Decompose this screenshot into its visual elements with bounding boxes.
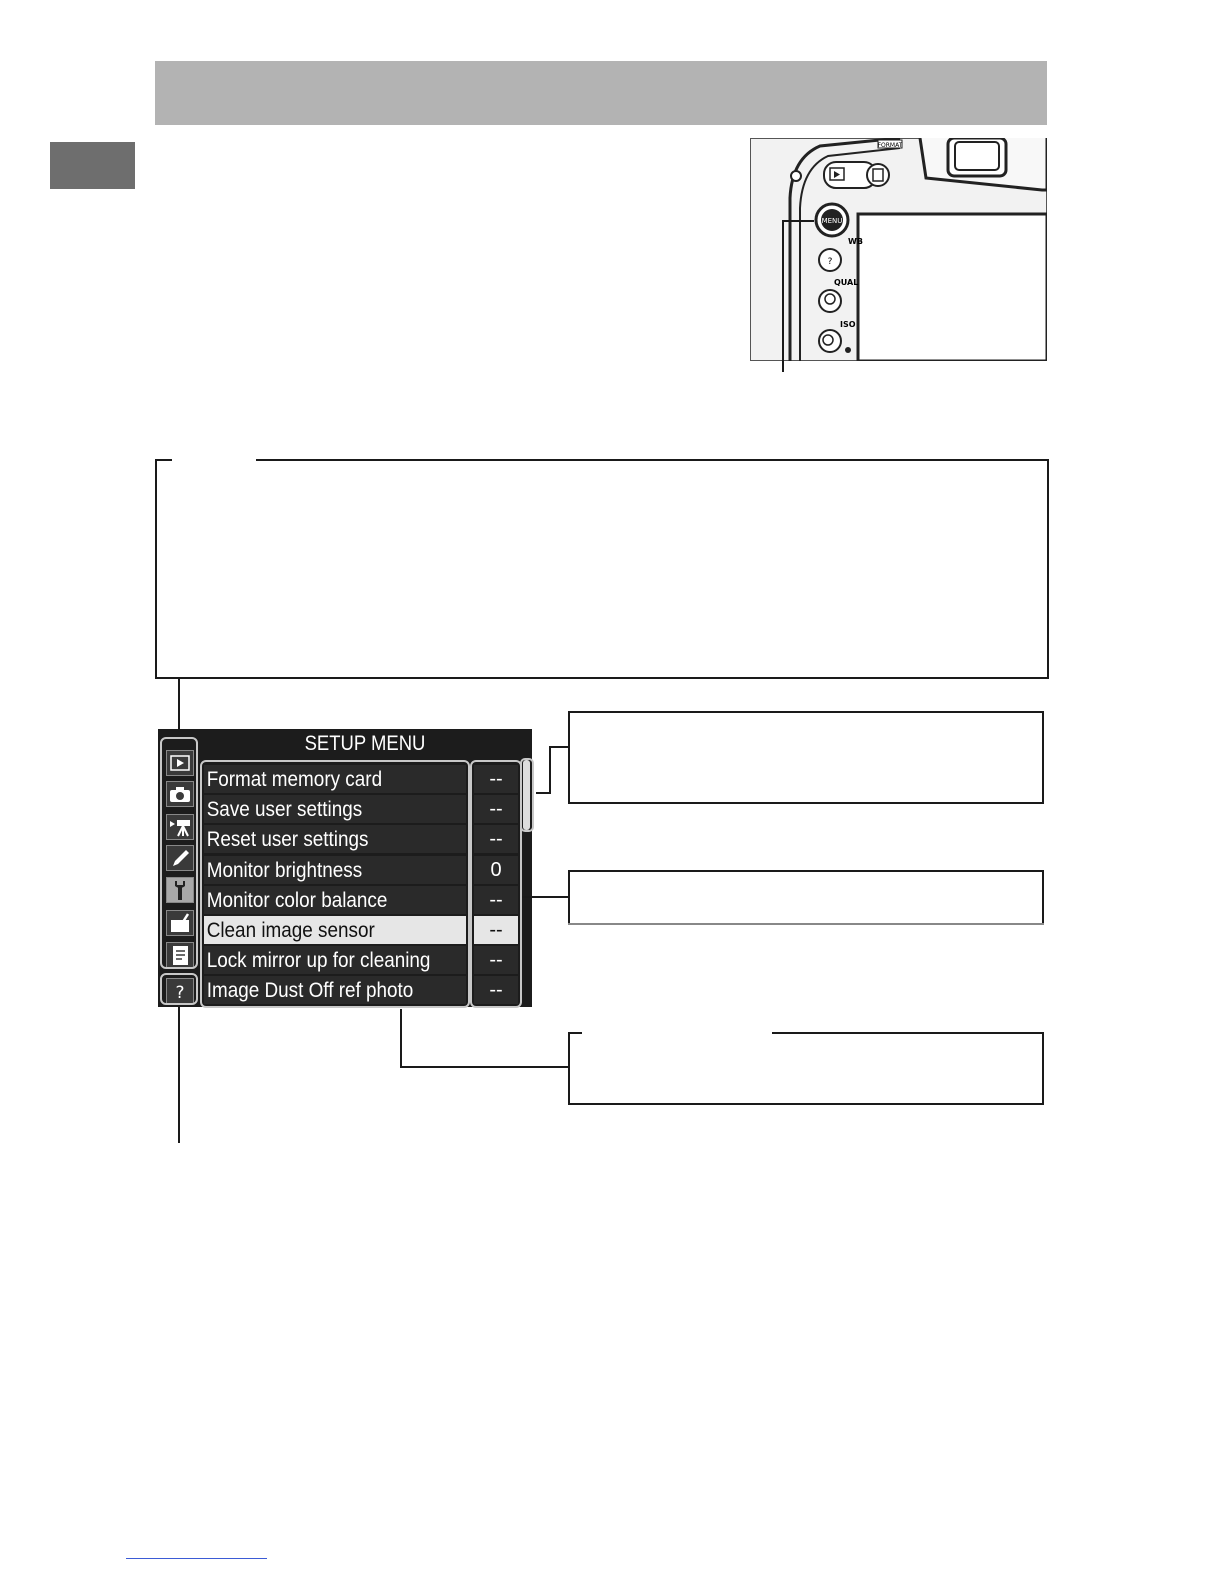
- settings-callout-base: [568, 923, 1044, 925]
- menu-item[interactable]: [204, 825, 466, 853]
- menu-item-value: --: [474, 886, 518, 914]
- scrollbar-leader-a: [549, 746, 569, 748]
- menu-item[interactable]: [204, 886, 466, 914]
- menu-button-leader-horizontal: [782, 220, 814, 222]
- wb-label: WB: [848, 237, 863, 246]
- menu-item-value: --: [474, 765, 518, 793]
- camera-back-illustration: [750, 138, 1047, 361]
- menu-item[interactable]: [204, 856, 466, 884]
- section-header-bar: [155, 61, 1047, 125]
- scrollbar-callout-box: [568, 711, 1044, 804]
- menu-button-label: MENU: [821, 217, 843, 225]
- menu-button-leader-vertical: [782, 220, 784, 372]
- menu-item[interactable]: [204, 765, 466, 793]
- menu-item[interactable]: [204, 795, 466, 823]
- svg-text:?: ?: [827, 257, 833, 267]
- menu-item-label: Clean image sensor: [206, 919, 375, 942]
- footer-link-underline[interactable]: [126, 1558, 267, 1559]
- menu-item[interactable]: [204, 976, 466, 1004]
- settings-callout-box: [568, 870, 1044, 925]
- options-leader-vertical: [400, 1009, 402, 1067]
- menu-item-value: --: [474, 825, 518, 853]
- scrollbar-leader-c: [536, 792, 551, 794]
- menu-item-label: Lock mirror up for cleaning: [206, 949, 431, 972]
- menu-item-label: Monitor color balance: [206, 889, 388, 912]
- menu-item-value: 0: [474, 856, 518, 884]
- menu-item-value: --: [474, 946, 518, 974]
- scrollbar-callout-outline: [520, 758, 534, 832]
- menu-item[interactable]: [204, 946, 466, 974]
- help-callout-outline: [160, 973, 198, 1005]
- menu-item-label: Reset user settings: [206, 828, 369, 851]
- options-leader-horizontal: [400, 1066, 569, 1068]
- tip-box-title-gap: [172, 455, 256, 463]
- tip-box: [155, 459, 1049, 679]
- menu-item-label: Image Dust Off ref photo: [206, 979, 414, 1002]
- iso-label: ISO: [840, 320, 856, 329]
- options-callout-title-gap: [582, 1028, 772, 1036]
- svg-text:?: ?: [175, 983, 185, 1003]
- menu-item-value: --: [474, 916, 518, 944]
- menu-item[interactable]: [204, 916, 466, 944]
- menu-item-label: Format memory card: [206, 768, 383, 791]
- menu-item-label: Monitor brightness: [206, 859, 363, 882]
- menu-item-value: --: [474, 795, 518, 823]
- chapter-tab: [50, 142, 135, 189]
- scrollbar-leader-b: [549, 746, 551, 794]
- tabs-callout-outline: [160, 737, 198, 969]
- settings-leader: [522, 896, 569, 898]
- qual-label: QUAL: [834, 278, 859, 287]
- menu-item-value: --: [474, 976, 518, 1004]
- help-leader-line: [178, 1007, 180, 1143]
- format-label: FORMAT: [877, 142, 903, 149]
- menu-title: SETUP MENU: [304, 732, 426, 755]
- menu-item-label: Save user settings: [206, 798, 363, 821]
- options-callout-box: [568, 1032, 1044, 1105]
